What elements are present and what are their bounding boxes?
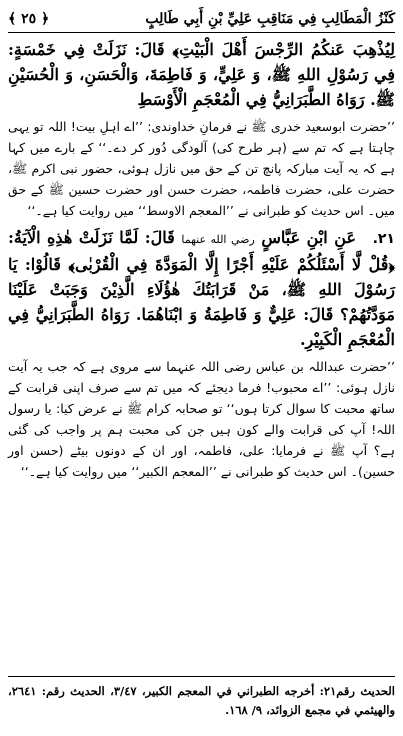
footnote-label: الحديث رقم٢١:: [319, 684, 395, 698]
page-number: ﴿ ٢٥ ﴾: [8, 11, 50, 27]
footnote: [8, 682, 395, 720]
hadith-21-honorific: رضي الله عنهما: [181, 233, 255, 246]
hadith-20-arabic: لِيُذْهِبَ عَنكُمُ الرِّجْسَ أَهْلَ الْبَيْتِ﴾ قَالَ: نَزَلَتْ فِي خَمْسَةٍ: فِي رَسُوْلِ اللهِ ﷺ، وَ عَلِيٍّ، وَ فَاطِمَةَ، وَالْحَسَنِ، وَ الْحُسَيْنِ ﷺ. رَوَاهُ الطَّبَرَانِيُّ فِي الْمُعْجَمِ الْأَوْسَطِ: [8, 40, 395, 109]
hadith-21-urdu-translation: ’’حضرت عبداللہ بن عباس رضی اللہ عنہما سے مروی ہے کہ جب یہ آیت نازل ہوئی: ’’اے محبوب! فرما دیجئے کہ میں تم سے صرف اپنی قرابت کے ساتھ محبت کا سوال کرتا ہوں‘‘ تو صحابہ کرام ﷺ نے عرض کیا: یا رسول اللہ! آپ کی قرابت والے کون ہیں جن کی محبت ہم پر واجب کی گئی ہے؟ آپ ﷺ نے فرمایا: علی، فاطمہ، اور ان کے دونوں بیٹے (حسن اور حسین)۔ اس حدیث کو طبرانی نے ’’المعجم الکبیر‘‘ میں روایت کیا ہے۔‘‘: [8, 359, 395, 479]
hadith-20-urdu-translation: ’’حضرت ابوسعید خدری ﷺ نے فرمانِ خداوندی: ’’اے اہلِ بیت! اللہ تو یہی چاہتا ہے کہ تم سے (ہر طرح کی) آلودگی دُور کر دے۔‘‘ کے بارے میں کہا ہے کہ یہ آیت مبارکہ پانچ تن کے حق میں نازل ہوئی، حضور نبی اکرم ﷺ، حضرت علی، حضرت فاطمہ، حضرت حسن اور حضرت حسین ﷺ کے حق میں۔ اس حدیث کو طبرانی نے ’’المعجم الاوسط‘‘ میں روایت کیا ہے۔‘‘: [8, 119, 395, 218]
running-header: [8, 6, 395, 33]
hadith-21-arabic: [8, 225, 395, 352]
hadith-21-narrator: عَنِ ابْنِ عَبَّاسٍ: [261, 228, 357, 247]
book-title: كَنْزُ الْمَطَالِبِ فِي مَنَاقِبِ عَلِيِّ بْنِ أَبِي طَالِبٍ: [145, 11, 395, 27]
hadith-number: ٢١.: [372, 231, 395, 247]
hadith-21-text: قَالَ: لَمَّا نَزَلَتْ هٰذِهِ الْآيَةُ: ﴿قُلْ لَّا أَسْئَلُكُمْ عَلَيْهِ أَجْرًا إِلَّا الْمَوَدَّةَ فِي الْقُرْبٰى﴾ قَالُوْا: يَا رَسُوْلَ اللهِ ﷺ، مَنْ قَرَابَتُكَ هٰؤُلَاءِ الَّذِيْنَ وَجَبَتْ عَلَيْنَا مَوَدَّتُهُمْ؟ قَالَ: عَلِيٌّ وَ فَاطِمَةُ وَ ابْنَاهُمَا. رَوَاهُ الطَّبَرَانِيُّ فِي الْمُعْجَمِ الْكَبِيْرِ.: [8, 228, 395, 349]
footnote-text: أخرجه الطبراني في المعجم الكبير، ٣/٤٧، الحديث رقم: ٢٦٤١، والهيثمي في مجمع الزوائد، ٩/ ١٦٨.: [8, 684, 395, 717]
footnote-separator: [8, 676, 395, 677]
